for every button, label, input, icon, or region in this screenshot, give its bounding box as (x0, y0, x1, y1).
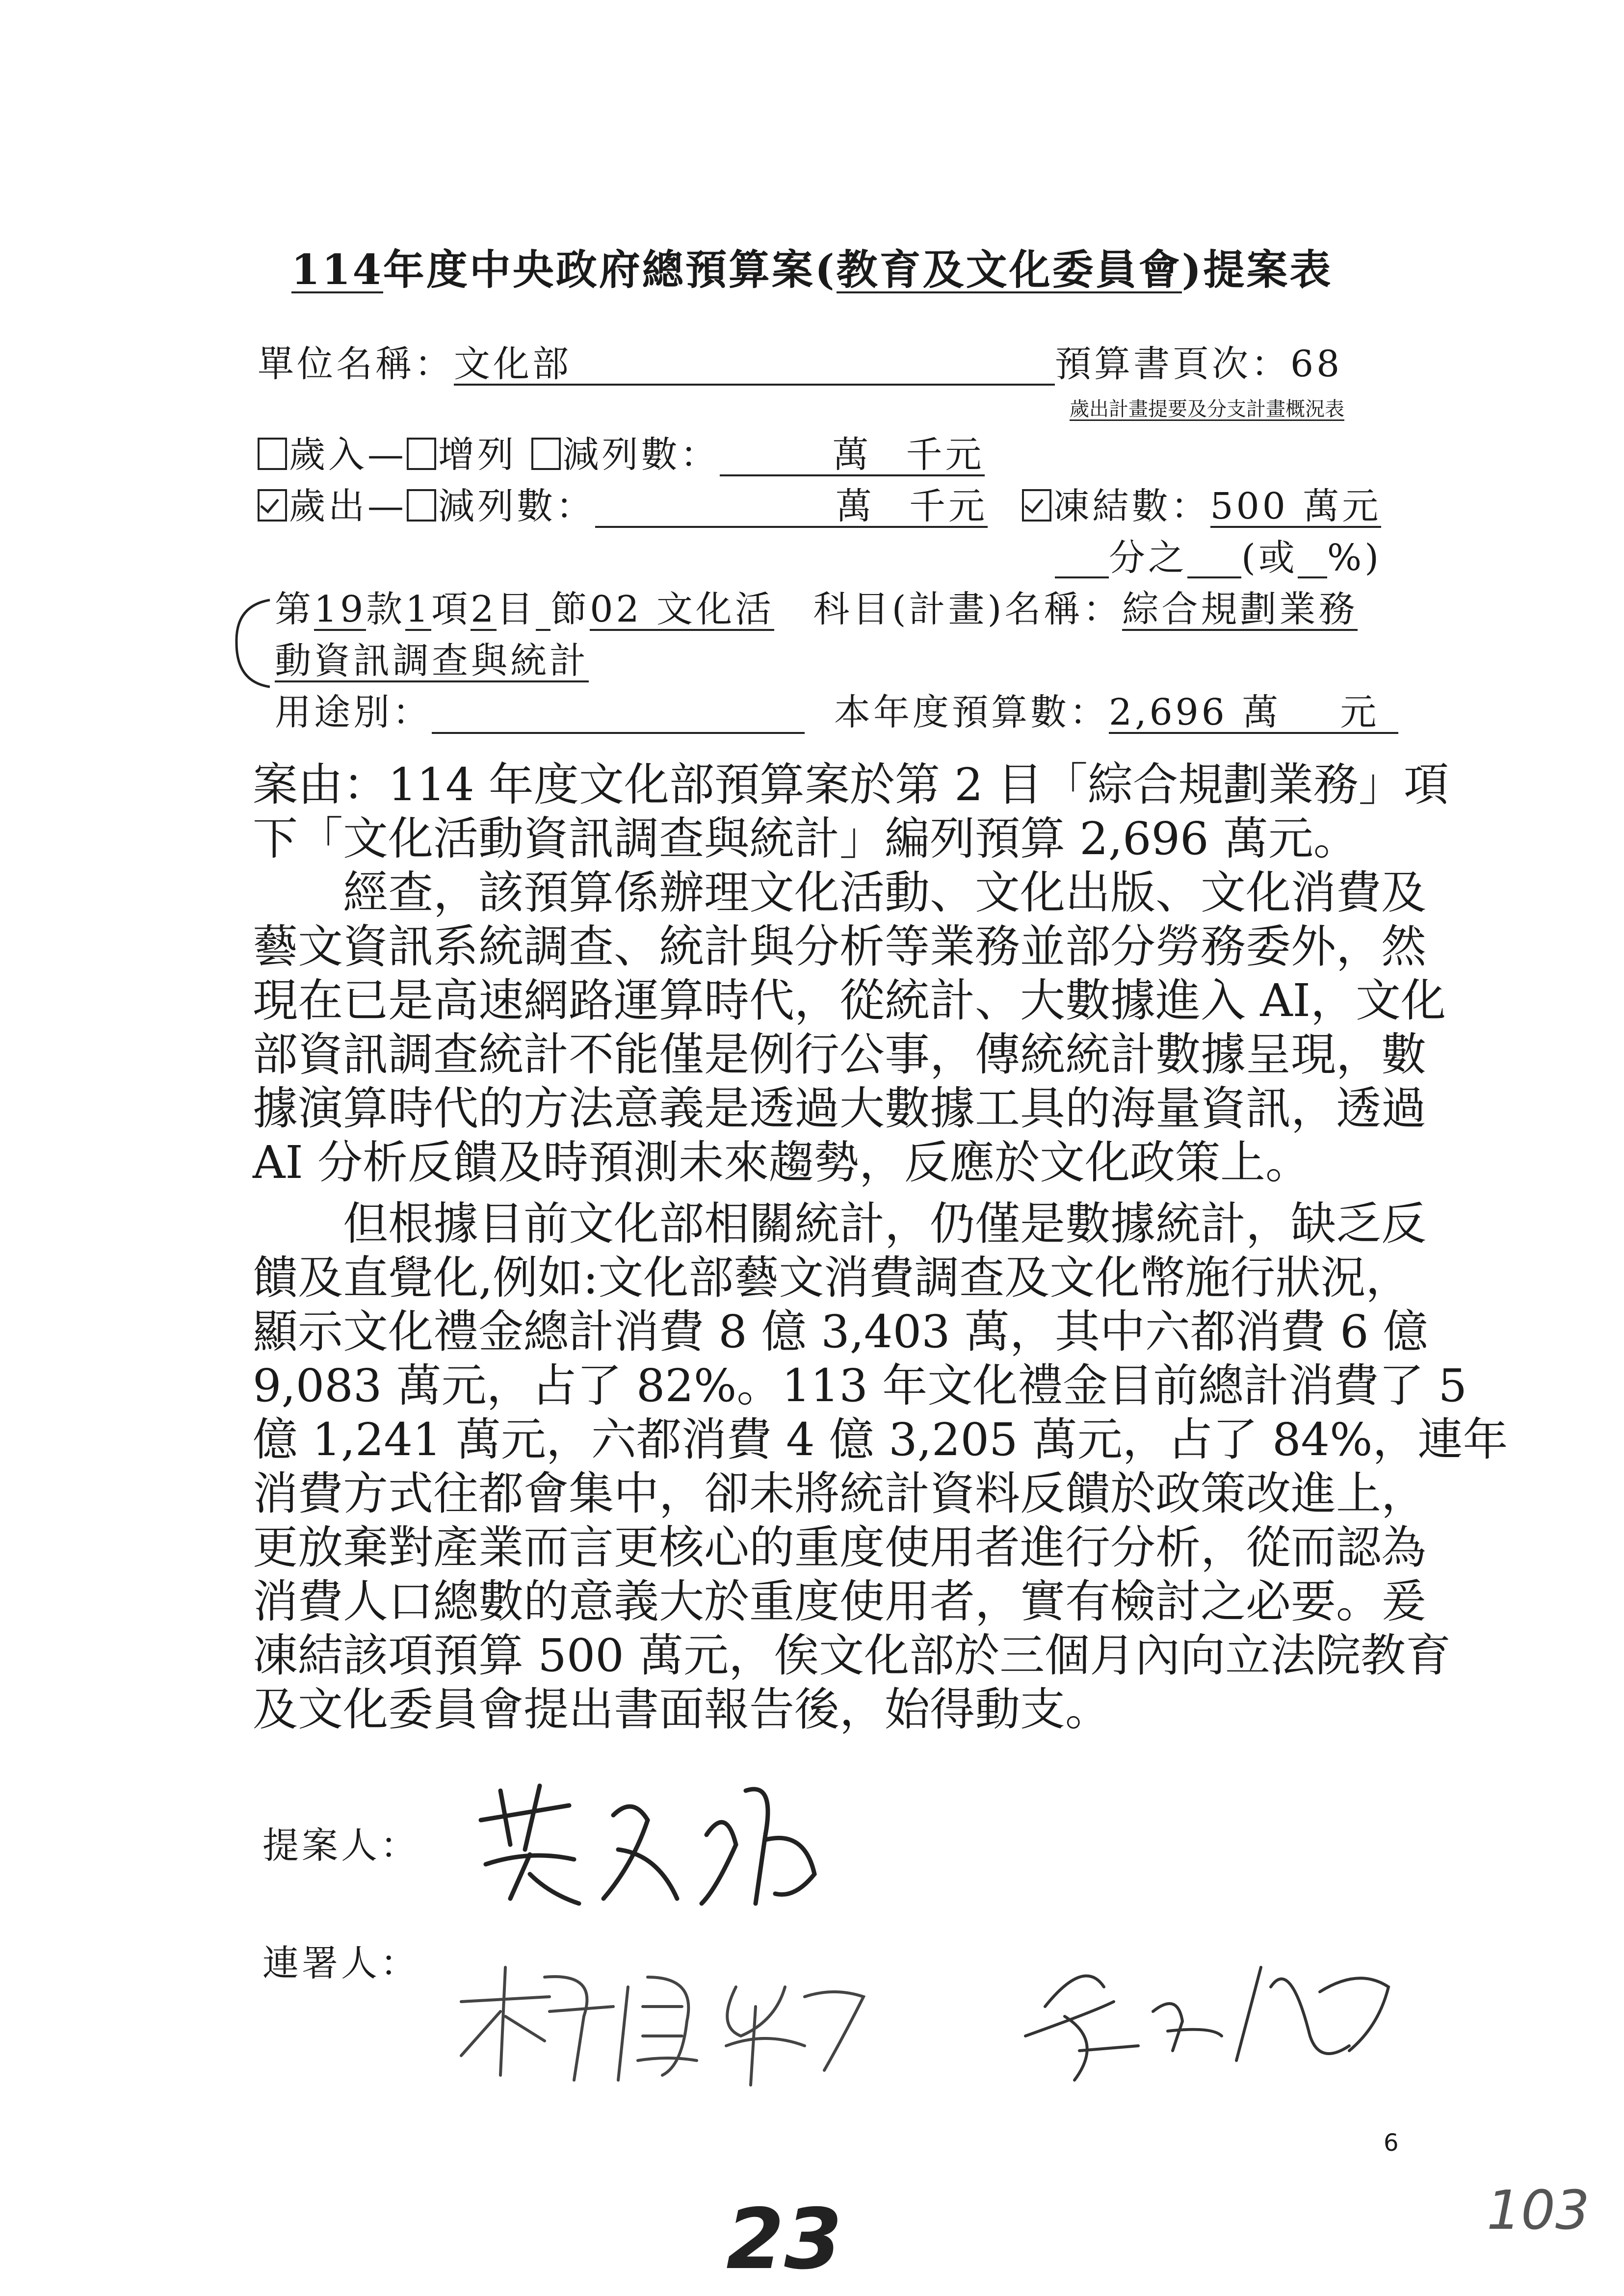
budget-unit: 元 (1340, 691, 1380, 733)
body-line: 部資訊調查統計不能僅是例行公事，傳統統計數據呈現，數 (253, 1028, 1427, 1081)
kuan-label: 款 (366, 588, 406, 630)
freeze-value: 500 (1210, 485, 1288, 527)
body-line: 案由：114 年度文化部預算案於第 2 目「綜合規劃業務」項 (253, 758, 1449, 811)
expense-checkbox[interactable] (258, 489, 287, 522)
body-line: 但根據目前文化部相關統計，仍僅是數據統計，缺乏反 (253, 1198, 1427, 1250)
item-row (275, 589, 1358, 630)
handwritten-corner-number: 103 (1487, 2179, 1590, 2242)
body-line: 饋及直覺化,例如:文化部藝文消費調查及文化幣施行狀況， (253, 1252, 1411, 1304)
mu-value: 2 (471, 588, 497, 630)
proposer-signature (471, 1776, 854, 1923)
body-line: 據演算時代的方法意義是透過大數據工具的海量資訊，透過 (253, 1082, 1427, 1135)
cosigner-signature-2 (1006, 1938, 1423, 2100)
body-line: 顯示文化禮金總計消費 8 億 3,403 萬，其中六都消費 6 億 (253, 1305, 1428, 1358)
freeze-checkbox[interactable] (1022, 489, 1051, 522)
proposer-label: 提案人： (262, 1825, 419, 1867)
page-note (1070, 397, 1344, 421)
body-line: AI 分析反饋及時預測未來趨勢，反應於文化政策上。 (253, 1136, 1311, 1189)
handwritten-bottom-number: 23 (726, 2191, 842, 2288)
body-line: 經查，該預算係辦理文化活動、文化出版、文化消費及 (253, 866, 1427, 919)
increase-label: 增列 (438, 434, 517, 476)
body-line: 9,083 萬元，占了 82%。113 年文化禮金目前總計消費了 5 (253, 1359, 1467, 1412)
fraction-label: 分之 (1109, 537, 1187, 579)
page-note-text: 歲出計畫提要及分支計畫概況表 (1070, 398, 1344, 420)
wan-label: 萬 (832, 434, 872, 476)
subject-value: 綜合規劃業務 (1122, 588, 1358, 630)
mu-label: 目 (497, 588, 536, 630)
decrease-label: 減列數： (562, 434, 720, 476)
cosigner-label: 連署人： (262, 1942, 419, 1984)
body-line: 凍結該項預算 500 萬元，俟文化部於三個月內向立法院教育 (253, 1629, 1451, 1682)
body-line: 下「文化活動資訊調查與統計」編列預算 2,696 萬元。 (253, 812, 1359, 865)
kuan-value: 19 (314, 588, 367, 630)
xiang-value: 1 (405, 588, 432, 630)
title-end: )提案表 (1181, 245, 1333, 294)
budget-value: 2,696 萬 (1109, 691, 1282, 733)
body-line: 現在已是高速網路運算時代，從統計、大數據進入 AI，文化 (253, 974, 1446, 1027)
jie-label: 節 (550, 588, 590, 630)
fraction-row (1055, 537, 1382, 578)
qianyuan-label: 千元 (906, 434, 985, 476)
jie-value-continued: 動資訊調查與統計 (275, 640, 589, 682)
qianyuan-label: 千元 (909, 485, 988, 527)
income-row (258, 434, 985, 475)
di-label: 第 (275, 588, 314, 630)
title-text: 年度中央政府總預算案( (383, 245, 837, 294)
decrease-checkbox[interactable] (531, 438, 561, 470)
freeze-unit: 萬元 (1303, 485, 1382, 527)
use-row (275, 692, 1398, 733)
body-line: 消費人口總數的意義大於重度使用者，實有檢討之必要。爰 (253, 1575, 1427, 1628)
page-number: 6 (1384, 2129, 1399, 2157)
expense-label: 歲出— (289, 485, 407, 527)
body-line: 更放棄對產業而言更核心的重度使用者進行分析，從而認為 (253, 1521, 1427, 1574)
expense-decrease-checkbox[interactable] (407, 489, 436, 522)
income-checkbox[interactable] (258, 438, 287, 470)
expense-decrease-label: 減列數： (438, 485, 595, 527)
title-year: 114 (291, 245, 383, 294)
body-line: 藝文資訊系統調查、統計與分析等業務並部分勞務委外，然 (253, 920, 1427, 973)
item-row-continued (275, 640, 589, 681)
jie-value: 02 文化活 (590, 588, 775, 630)
percent-label: %) (1327, 537, 1382, 579)
unit-label: 單位名稱： (258, 343, 454, 385)
cosigner-signature-1 (451, 1957, 917, 2105)
budget-label: 本年度預算數： (834, 691, 1109, 733)
wan-label: 萬 (836, 485, 875, 527)
income-label: 歲入— (289, 434, 407, 476)
increase-checkbox[interactable] (407, 438, 436, 470)
page-title (0, 245, 1624, 294)
body-line: 消費方式往都會集中，卻未將統計資料反饋於政策改進上， (253, 1467, 1427, 1520)
page-value: 68 (1290, 343, 1343, 385)
or-label: (或 (1241, 537, 1298, 579)
body-line: 億 1,241 萬元，六都消費 4 億 3,205 萬元，占了 84%，連年 (253, 1413, 1508, 1466)
use-label: 用途別： (275, 691, 432, 733)
unit-row (258, 343, 1342, 385)
freeze-label: 凍結數： (1053, 485, 1210, 527)
title-committee: 教育及文化委員會 (836, 245, 1182, 294)
bracket-icon (231, 596, 275, 689)
body-line: 及文化委員會提出書面報告後，始得動支。 (253, 1683, 1111, 1736)
xiang-label: 項 (431, 588, 471, 630)
subject-label: 科目(計畫)名稱： (813, 588, 1123, 630)
unit-value: 文化部 (454, 345, 1055, 386)
page-label: 預算書頁次： (1055, 343, 1290, 385)
expense-row (258, 486, 1381, 527)
